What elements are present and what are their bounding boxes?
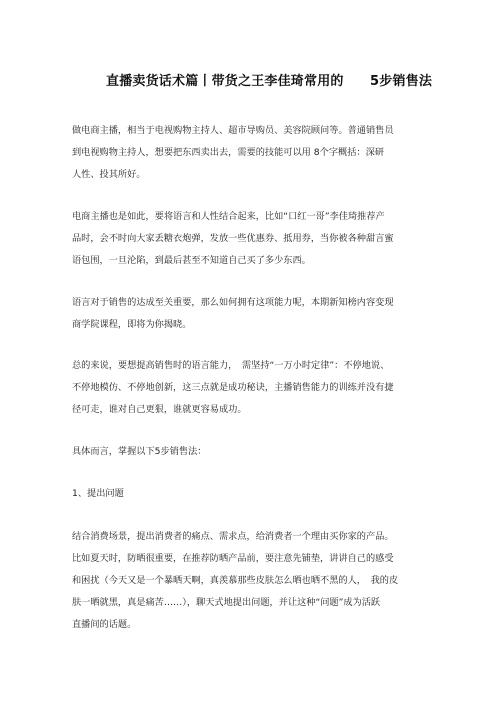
- text-line: 结合消费场景，提出消费者的痛点、需求点，给消费者一个理由买你家的产品。: [72, 531, 394, 542]
- text-line: 语言对于销售的达成至关重要，那么如何拥有这项能力呢，本期新知榜内容变现: [72, 297, 394, 308]
- text-line: 商学院课程，即将为你揭晓。: [72, 319, 192, 330]
- text-line: 人性、投其所好。: [72, 169, 146, 180]
- text-line: 总的来说，要想提高销售时的语言能力， 需坚持“一万小时定律”：不停地说、: [72, 360, 390, 371]
- text-line: 径可走，谁对自己更狠，谁就更容易成功。: [72, 404, 247, 415]
- text-line: 具体而言，掌握以下5步销售法：: [72, 446, 207, 457]
- section-heading-1: [72, 483, 432, 505]
- text-line: 做电商主播，相当于电视购物主持人、超市导购员、美容院顾问等。普通销售员: [72, 125, 394, 136]
- text-line: 品时，会不时向大家丢糖衣炮弹，发放一些优惠券、抵用券，当你被各种甜言蜜: [72, 233, 394, 244]
- text-line: 到电视购物主持人，想要把东西卖出去，需要的技能可以用 8个字概括：深研: [72, 147, 384, 158]
- text-line: 电商主播也是如此，要将语言和人性结合起来，比如“口红一哥”李佳琦推荐产: [72, 211, 385, 222]
- text-line: 语包围，一旦沦陷，到最后甚至不知道自己买了多少东西。: [72, 255, 311, 266]
- text-line: 直播间的话题。: [72, 619, 137, 630]
- paragraph-language: [72, 292, 432, 336]
- paragraph-step-1: [72, 526, 432, 636]
- paragraph-summary: [72, 355, 432, 421]
- document-title: 直播卖货话术篇丨带货之王李佳琦常用的 5步销售法: [106, 74, 433, 89]
- text-line: 不停地模仿、不停地创新，这三点就是成功秘诀，主播销售能力的训练并没有捷: [72, 382, 394, 393]
- paragraph-method-intro: [72, 441, 432, 463]
- text-line: 1、提出问题: [72, 488, 124, 499]
- paragraph-anchor: [72, 206, 432, 272]
- paragraph-intro: [72, 120, 432, 186]
- text-line: 肤一晒就黑，真是痛苦……），聊天式地提出问题，并让这种“问题”成为活跃: [72, 597, 381, 608]
- text-line: 比如夏天时，防晒很重要，在推荐防晒产品前，要注意先铺垫，讲讲自己的感受: [72, 553, 394, 564]
- text-line: 和困扰（今天又是一个暴晒天啊，真羡慕那些皮肤怎么晒也晒不黑的人， 我的皮: [72, 575, 399, 586]
